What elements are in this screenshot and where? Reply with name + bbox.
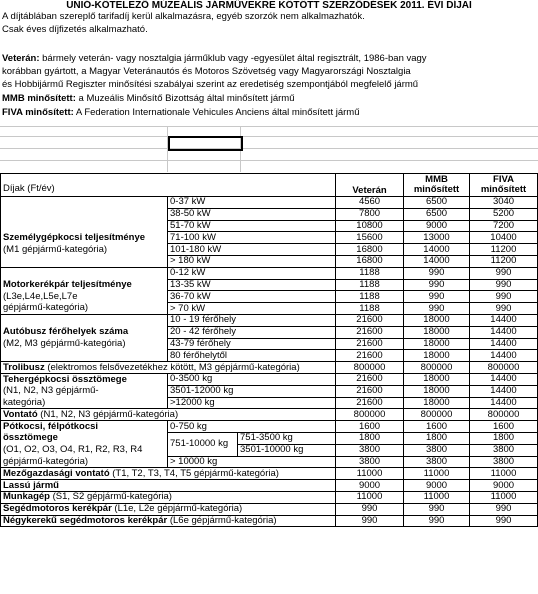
range-cell: 13-35 kW bbox=[168, 279, 336, 291]
range-cell: 0-750 kg bbox=[168, 421, 336, 433]
table-row bbox=[1, 197, 538, 209]
fiva-value: 9000 bbox=[470, 480, 538, 492]
table-row bbox=[1, 444, 538, 456]
fiva-term: FIVA minősített: bbox=[2, 107, 74, 118]
table-row bbox=[1, 220, 538, 232]
mmb-value: 11000 bbox=[404, 491, 470, 503]
table-row bbox=[1, 421, 538, 433]
mmb-value: 800000 bbox=[404, 362, 470, 374]
mmb-value: 990 bbox=[404, 267, 470, 279]
category-name: Személygépkocsi teljesítménye bbox=[1, 232, 168, 244]
range-cell: 20 - 42 férőhely bbox=[168, 326, 336, 338]
range-cell: 0-3500 kg bbox=[168, 373, 336, 385]
table-row bbox=[1, 397, 538, 409]
category-cell-szemely bbox=[1, 197, 168, 209]
header-mmb: MMB minősített bbox=[404, 174, 470, 197]
veteran-value: 1188 bbox=[336, 279, 404, 291]
category-cell-vontato: Vontató (N1, N2, N3 gépjármű-kategória) bbox=[1, 409, 336, 421]
spreadsheet-gridlines bbox=[0, 126, 538, 172]
mmb-value: 990 bbox=[404, 303, 470, 315]
table-row bbox=[1, 491, 538, 503]
fiva-value: 3800 bbox=[470, 444, 538, 456]
fiva-value: 11200 bbox=[470, 244, 538, 256]
category-sub: (N1, N2, N3 gépjármű- bbox=[1, 385, 168, 397]
category-sub: kategória) bbox=[1, 397, 168, 409]
table-row bbox=[1, 515, 538, 527]
mmb-value: 9000 bbox=[404, 220, 470, 232]
mmb-value: 990 bbox=[404, 291, 470, 303]
veteran-value: 16800 bbox=[336, 255, 404, 267]
veteran-value: 990 bbox=[336, 515, 404, 527]
veteran-term: Veterán: bbox=[2, 53, 40, 64]
category-cell-trolibusz: Trolibusz (elektromos felsővezetékhez kötött, M3 gépjármű-kategória) bbox=[1, 362, 336, 374]
category-sub: gépjármű-kategória) bbox=[1, 303, 168, 315]
veteran-value: 21600 bbox=[336, 373, 404, 385]
range-cell: > 180 kW bbox=[168, 255, 336, 267]
fiva-value: 800000 bbox=[470, 362, 538, 374]
category-cell: Négykerekű segédmotoros kerékpár (L6e gépjármű-kategória) bbox=[1, 515, 336, 527]
header-blank bbox=[1, 174, 336, 197]
mmb-value: 1800 bbox=[404, 432, 470, 444]
category-name-2: össztömege bbox=[1, 432, 168, 444]
category-name: Motorkerékpár teljesítménye bbox=[1, 279, 168, 291]
intro-line-1: A díjtáblában szereplő tarifadíj kerül alkalmazásra, egyéb szorzók nem alkalmazhatók. bbox=[2, 11, 365, 22]
fiva-value: 14400 bbox=[470, 338, 538, 350]
category-sub: gépjármű-kategória) bbox=[1, 456, 168, 468]
fiva-value: 10400 bbox=[470, 232, 538, 244]
table-row bbox=[1, 480, 538, 492]
mmb-value: 14000 bbox=[404, 244, 470, 256]
fiva-value: 14400 bbox=[470, 373, 538, 385]
mmb-value: 990 bbox=[404, 515, 470, 527]
veteran-value: 1188 bbox=[336, 267, 404, 279]
veteran-value: 800000 bbox=[336, 362, 404, 374]
veteran-text: bármely veterán- vagy nosztalgia járműklub vagy -egyesület által regisztrált, 1986-ban vagy bbox=[39, 53, 427, 64]
table-row bbox=[1, 409, 538, 421]
veteran-value: 800000 bbox=[336, 409, 404, 421]
header-fiva: FIVA minősített bbox=[470, 174, 538, 197]
fiva-value: 1600 bbox=[470, 421, 538, 433]
veteran-value: 1188 bbox=[336, 303, 404, 315]
range-cell: 0-37 kW bbox=[168, 197, 336, 209]
mmb-value: 13000 bbox=[404, 232, 470, 244]
table-row bbox=[1, 432, 538, 444]
fiva-value: 3800 bbox=[470, 456, 538, 468]
fiva-value: 11000 bbox=[470, 468, 538, 480]
mmb-value: 14000 bbox=[404, 255, 470, 267]
fiva-value: 990 bbox=[470, 303, 538, 315]
table-header-row bbox=[1, 174, 538, 197]
table-row bbox=[1, 208, 538, 220]
veteran-value: 4560 bbox=[336, 197, 404, 209]
category-cell: Munkagép (S1, S2 gépjármű-kategória) bbox=[1, 491, 336, 503]
veteran-value: 21600 bbox=[336, 397, 404, 409]
mmb-text: a Muzeális Minősítő Bizottság által minősített jármű bbox=[75, 93, 295, 104]
range-cell: 51-70 kW bbox=[168, 220, 336, 232]
category-sub: (M2, M3 gépjármű-kategória) bbox=[1, 338, 168, 350]
table-row bbox=[1, 244, 538, 256]
veteran-value: 1800 bbox=[336, 432, 404, 444]
mmb-value: 11000 bbox=[404, 468, 470, 480]
header-label: Díjak (Ft/év) bbox=[3, 183, 55, 194]
mmb-value: 3800 bbox=[404, 444, 470, 456]
range-cell: 10 - 19 férőhely bbox=[168, 314, 336, 326]
fiva-value: 990 bbox=[470, 503, 538, 515]
veteran-value: 990 bbox=[336, 503, 404, 515]
range-cell: 80 férőhelytől bbox=[168, 350, 336, 362]
range-cell: >12000 kg bbox=[168, 397, 336, 409]
veteran-definition-line-2: korábban gyártott, a Magyar Veteránautós és Motoros Szövetség vagy Magyarországi Nosztalgia bbox=[2, 66, 411, 77]
mmb-value: 1600 bbox=[404, 421, 470, 433]
range-cell: 101-180 kW bbox=[168, 244, 336, 256]
category-sub: (O1, O2, O3, O4, R1, R2, R3, R4 bbox=[1, 444, 168, 456]
range-cell: 43-79 férőhely bbox=[168, 338, 336, 350]
table-row bbox=[1, 468, 538, 480]
fiva-value: 7200 bbox=[470, 220, 538, 232]
category-cell: Mezőgazdasági vontató (T1, T2, T3, T4, T5 gépjármű-kategória) bbox=[1, 468, 336, 480]
category-name: Pótkocsi, félpótkocsi bbox=[1, 421, 168, 433]
table-row bbox=[1, 362, 538, 374]
fiva-text: A Federation Internationale Vehicules Anciens által minősített jármű bbox=[73, 107, 360, 118]
mmb-definition bbox=[2, 93, 294, 104]
fiva-value: 1800 bbox=[470, 432, 538, 444]
table-row bbox=[1, 373, 538, 385]
table-row bbox=[1, 503, 538, 515]
fiva-value: 990 bbox=[470, 279, 538, 291]
range-cell: 71-100 kW bbox=[168, 232, 336, 244]
veteran-value: 11000 bbox=[336, 491, 404, 503]
fiva-value: 800000 bbox=[470, 409, 538, 421]
table-row bbox=[1, 279, 538, 291]
mmb-term: MMB minősített: bbox=[2, 93, 76, 104]
category-sub: (M1 gépjármű-kategória) bbox=[1, 244, 168, 256]
veteran-value: 21600 bbox=[336, 326, 404, 338]
mmb-value: 18000 bbox=[404, 326, 470, 338]
mmb-value: 990 bbox=[404, 279, 470, 291]
category-name: Autóbusz férőhelyek száma bbox=[1, 326, 168, 338]
intro-line-2: Csak éves díjfizetés alkalmazható. bbox=[2, 24, 148, 35]
veteran-value: 21600 bbox=[336, 385, 404, 397]
veteran-value: 15600 bbox=[336, 232, 404, 244]
fiva-value: 990 bbox=[470, 267, 538, 279]
veteran-definition-line-3: és Hobbijármű Regiszter minősítési szabályai szerint az eredetiség szempontjából megfelelő jármű bbox=[2, 79, 419, 90]
range-cell: 38-50 kW bbox=[168, 208, 336, 220]
veteran-definition bbox=[2, 53, 427, 64]
category-cell: Lassú jármű bbox=[1, 480, 336, 492]
fiva-value: 990 bbox=[470, 291, 538, 303]
fiva-value: 14400 bbox=[470, 385, 538, 397]
mid-range-cell: 751-10000 kg bbox=[168, 432, 238, 456]
table-row bbox=[1, 385, 538, 397]
fiva-value: 11000 bbox=[470, 491, 538, 503]
range-cell: 0-12 kW bbox=[168, 267, 336, 279]
mmb-value: 9000 bbox=[404, 480, 470, 492]
fiva-value: 11200 bbox=[470, 255, 538, 267]
fiva-value: 3040 bbox=[470, 197, 538, 209]
table-row bbox=[1, 456, 538, 468]
mmb-value: 990 bbox=[404, 503, 470, 515]
mmb-value: 18000 bbox=[404, 373, 470, 385]
table-row bbox=[1, 291, 538, 303]
fiva-value: 14400 bbox=[470, 397, 538, 409]
mmb-value: 18000 bbox=[404, 350, 470, 362]
veteran-value: 1600 bbox=[336, 421, 404, 433]
page-title: UNIÓ-KÖTELEZŐ MÚZEÁLIS JÁRMŰVEKRE KÖTÖTT SZERZŐDÉSEK 2011. ÉVI DÍJAI bbox=[66, 0, 472, 11]
table-row bbox=[1, 314, 538, 326]
fiva-value: 14400 bbox=[470, 314, 538, 326]
category-cell: Segédmotoros kerékpár (L1e, L2e gépjármű-kategória) bbox=[1, 503, 336, 515]
selected-cell[interactable] bbox=[168, 136, 243, 151]
table-row bbox=[1, 350, 538, 362]
table-row bbox=[1, 303, 538, 315]
veteran-value: 3800 bbox=[336, 456, 404, 468]
range-cell: 751-3500 kg bbox=[238, 432, 336, 444]
range-cell: 3501-10000 kg bbox=[238, 444, 336, 456]
fiva-value: 990 bbox=[470, 515, 538, 527]
table-row bbox=[1, 338, 538, 350]
mmb-value: 18000 bbox=[404, 397, 470, 409]
range-cell: 3501-12000 kg bbox=[168, 385, 336, 397]
veteran-value: 21600 bbox=[336, 350, 404, 362]
mmb-value: 18000 bbox=[404, 338, 470, 350]
mmb-value: 6500 bbox=[404, 208, 470, 220]
veteran-value: 10800 bbox=[336, 220, 404, 232]
veteran-value: 1188 bbox=[336, 291, 404, 303]
veteran-value: 3800 bbox=[336, 444, 404, 456]
header-veteran: Veterán bbox=[336, 174, 404, 197]
mmb-value: 3800 bbox=[404, 456, 470, 468]
fiva-value: 5200 bbox=[470, 208, 538, 220]
range-cell: > 70 kW bbox=[168, 303, 336, 315]
fiva-value: 14400 bbox=[470, 350, 538, 362]
veteran-value: 7800 bbox=[336, 208, 404, 220]
veteran-value: 16800 bbox=[336, 244, 404, 256]
category-name: Tehergépkocsi össztömege bbox=[1, 373, 168, 385]
veteran-value: 21600 bbox=[336, 338, 404, 350]
range-cell: 36-70 kW bbox=[168, 291, 336, 303]
table-row bbox=[1, 232, 538, 244]
mmb-value: 18000 bbox=[404, 314, 470, 326]
veteran-value: 9000 bbox=[336, 480, 404, 492]
category-sub: (L3e,L4e,L5e,L7e bbox=[1, 291, 168, 303]
mmb-value: 6500 bbox=[404, 197, 470, 209]
veteran-value: 21600 bbox=[336, 314, 404, 326]
table-row bbox=[1, 255, 538, 267]
fiva-definition bbox=[2, 107, 359, 118]
range-cell: > 10000 kg bbox=[168, 456, 336, 468]
fiva-value: 14400 bbox=[470, 326, 538, 338]
table-row bbox=[1, 267, 538, 279]
veteran-value: 11000 bbox=[336, 468, 404, 480]
mmb-value: 18000 bbox=[404, 385, 470, 397]
table-row bbox=[1, 326, 538, 338]
mmb-value: 800000 bbox=[404, 409, 470, 421]
fee-table bbox=[0, 173, 538, 527]
